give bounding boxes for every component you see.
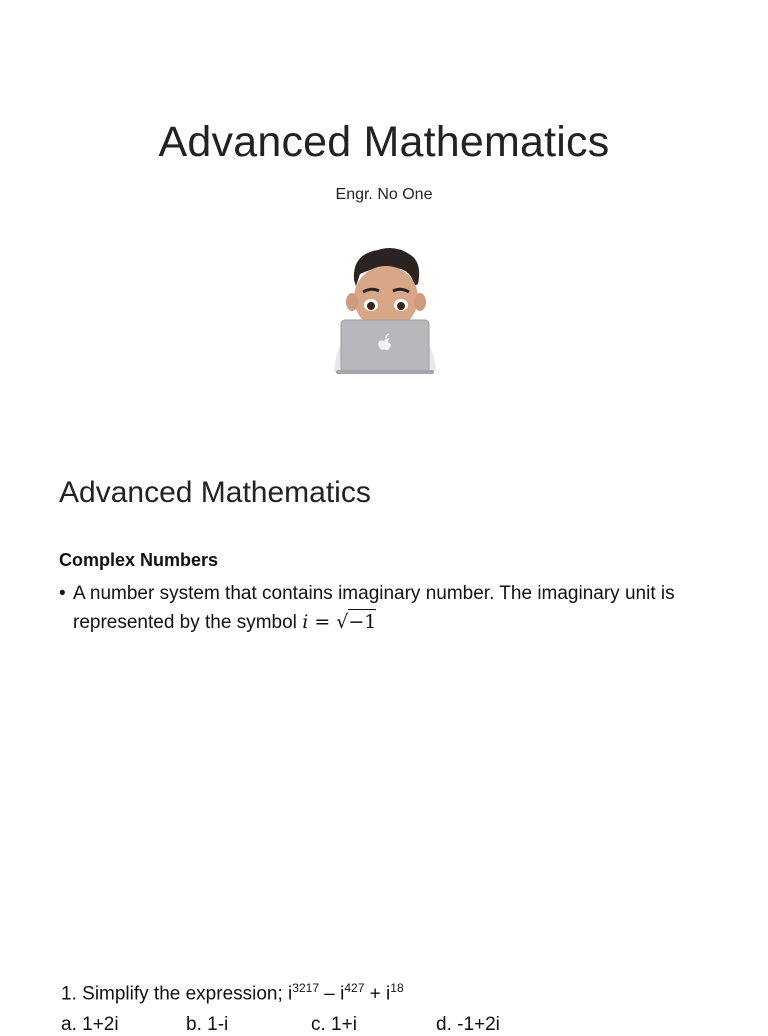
slide-title: Advanced Mathematics bbox=[59, 476, 371, 509]
question-number: 1. bbox=[61, 983, 77, 1005]
question-text: Simplify the expression; i bbox=[82, 983, 293, 1005]
choice-b: b. 1-i bbox=[186, 1014, 229, 1035]
memoji-laptop-icon bbox=[326, 240, 444, 378]
formula-radicand: −1 bbox=[348, 611, 377, 633]
bullet-text: A number system that contains imaginary number. The imaginary unit is represented by the symbol bbox=[73, 583, 675, 633]
formula-equals: = bbox=[314, 611, 331, 633]
minus-term: – i bbox=[319, 983, 345, 1005]
plus-term: + i bbox=[364, 983, 391, 1005]
bullet-icon: • bbox=[59, 583, 66, 604]
bullet-item bbox=[59, 580, 729, 637]
section-heading: Complex Numbers bbox=[59, 550, 219, 570]
title-slide bbox=[0, 0, 768, 440]
answer-choices bbox=[61, 1014, 561, 1036]
imaginary-unit-formula bbox=[302, 609, 376, 633]
slide-subtitle: Engr. No One bbox=[335, 186, 433, 203]
exponent-3: 18 bbox=[390, 981, 404, 995]
exponent-1: 3217 bbox=[292, 981, 319, 995]
choice-a: a. 1+2i bbox=[61, 1014, 119, 1035]
slide-title: Advanced Mathematics bbox=[158, 118, 610, 166]
sqrt-symbol: √ bbox=[336, 611, 349, 633]
choice-d: d. -1+2i bbox=[436, 1014, 500, 1035]
question-1 bbox=[61, 981, 404, 1005]
content-slide bbox=[0, 440, 768, 1035]
formula-lhs: i bbox=[302, 611, 309, 633]
choice-c: c. 1+i bbox=[311, 1014, 357, 1035]
exponent-2: 427 bbox=[344, 981, 365, 995]
bullet-content bbox=[73, 580, 729, 637]
